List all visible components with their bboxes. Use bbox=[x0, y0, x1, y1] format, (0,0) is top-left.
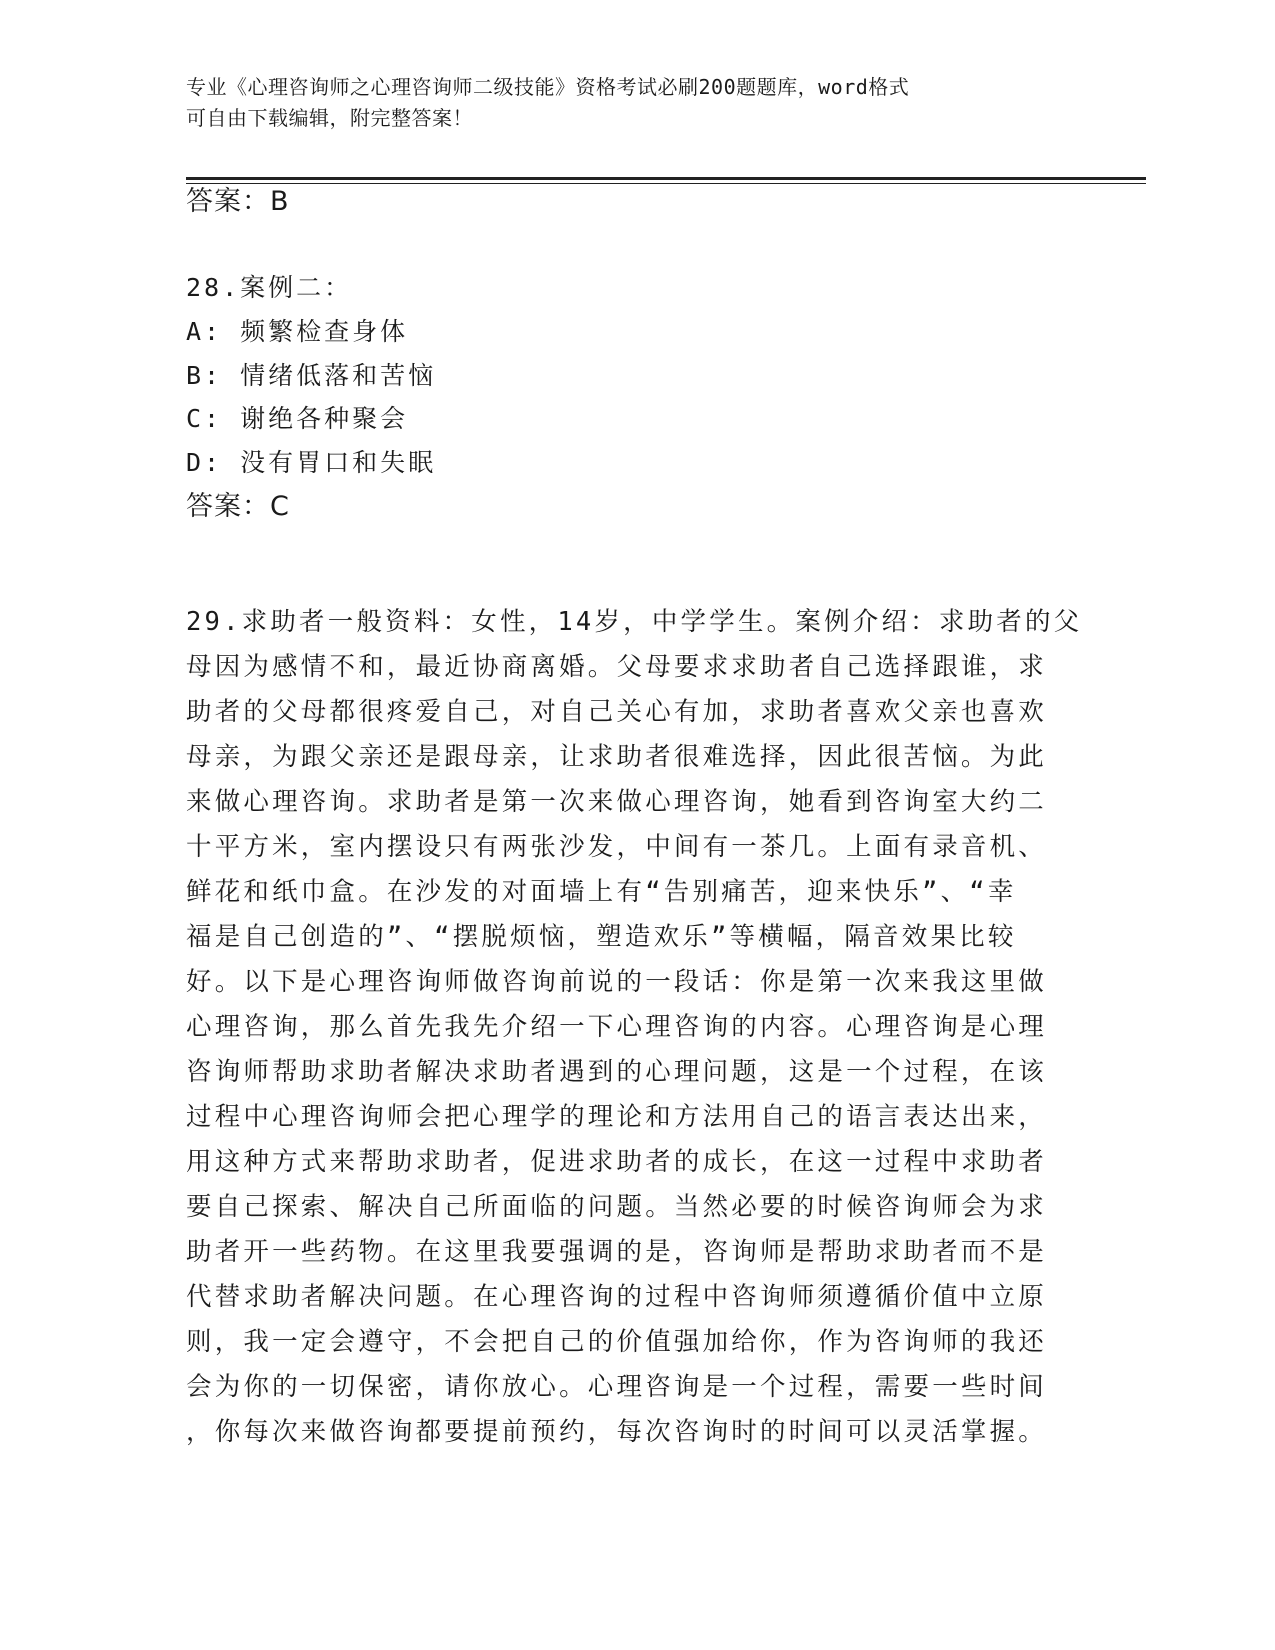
passage-line: 要自己探索、解决自己所面临的问题。当然必要的时候咨询师会为求 bbox=[186, 1192, 1048, 1222]
passage-line: 会为你的一切保密，请你放心。心理咨询是一个过程，需要一些时间 bbox=[186, 1372, 1048, 1402]
question-28-answer: 答案：C bbox=[186, 491, 290, 522]
passage-line: 咨询师帮助求助者解决求助者遇到的心理问题，这是一个过程，在该 bbox=[186, 1057, 1048, 1087]
document-header bbox=[186, 72, 1066, 134]
passage-line: 母亲，为跟父亲还是跟母亲，让求助者很难选择，因此很苦恼。为此 bbox=[186, 742, 1048, 772]
previous-answer: 答案：B bbox=[186, 186, 290, 217]
question-29-passage bbox=[186, 600, 1086, 1455]
passage-line: 过程中心理咨询师会把心理学的理论和方法用自己的语言表达出来， bbox=[186, 1102, 1048, 1132]
passage-line: 代替求助者解决问题。在心理咨询的过程中咨询师须遵循价值中立原 bbox=[186, 1282, 1048, 1312]
header-line-2: 可自由下载编辑，附完整答案！ bbox=[186, 106, 473, 130]
question-28-stem: 28.案例二： bbox=[186, 273, 353, 302]
question-28-option-a: A: 频繁检查身体 bbox=[186, 317, 409, 346]
header-divider-thin bbox=[186, 183, 1146, 184]
question-28-option-b: B: 情绪低落和苦恼 bbox=[186, 361, 437, 390]
passage-line: 母因为感情不和，最近协商离婚。父母要求求助者自己选择跟谁，求 bbox=[186, 652, 1048, 682]
passage-line: 用这种方式来帮助求助者，促进求助者的成长，在这一过程中求助者 bbox=[186, 1147, 1048, 1177]
passage-line: ，你每次来做咨询都要提前预约，每次咨询时的时间可以灵活掌握。 bbox=[186, 1417, 1048, 1447]
passage-line: 29.求助者一般资料：女性，14岁，中学学生。案例介绍：求助者的父 bbox=[186, 607, 1083, 637]
passage-line: 好。以下是心理咨询师做咨询前说的一段话：你是第一次来我这里做 bbox=[186, 967, 1048, 997]
passage-line: 福是自己创造的”、“摆脱烦恼，塑造欢乐”等横幅，隔音效果比较 bbox=[186, 922, 1017, 952]
passage-line: 来做心理咨询。求助者是第一次来做心理咨询，她看到咨询室大约二 bbox=[186, 787, 1048, 817]
passage-line: 助者的父母都很疼爱自己，对自己关心有加，求助者喜欢父亲也喜欢 bbox=[186, 697, 1048, 727]
passage-line: 则，我一定会遵守，不会把自己的价值强加给你，作为咨询师的我还 bbox=[186, 1327, 1048, 1357]
passage-line: 心理咨询，那么首先我先介绍一下心理咨询的内容。心理咨询是心理 bbox=[186, 1012, 1048, 1042]
header-divider-thick bbox=[186, 177, 1146, 180]
question-28-option-c: C: 谢绝各种聚会 bbox=[186, 404, 409, 433]
passage-line: 十平方米，室内摆设只有两张沙发，中间有一茶几。上面有录音机、 bbox=[186, 832, 1048, 862]
passage-line: 助者开一些药物。在这里我要强调的是，咨询师是帮助求助者而不是 bbox=[186, 1237, 1048, 1267]
header-line-1: 专业《心理咨询师之心理咨询师二级技能》资格考试必刷200题题库，word格式 bbox=[186, 75, 910, 99]
question-28-option-d: D: 没有胃口和失眠 bbox=[186, 448, 437, 477]
passage-line: 鲜花和纸巾盒。在沙发的对面墙上有“告别痛苦，迎来快乐”、“幸 bbox=[186, 877, 1017, 907]
